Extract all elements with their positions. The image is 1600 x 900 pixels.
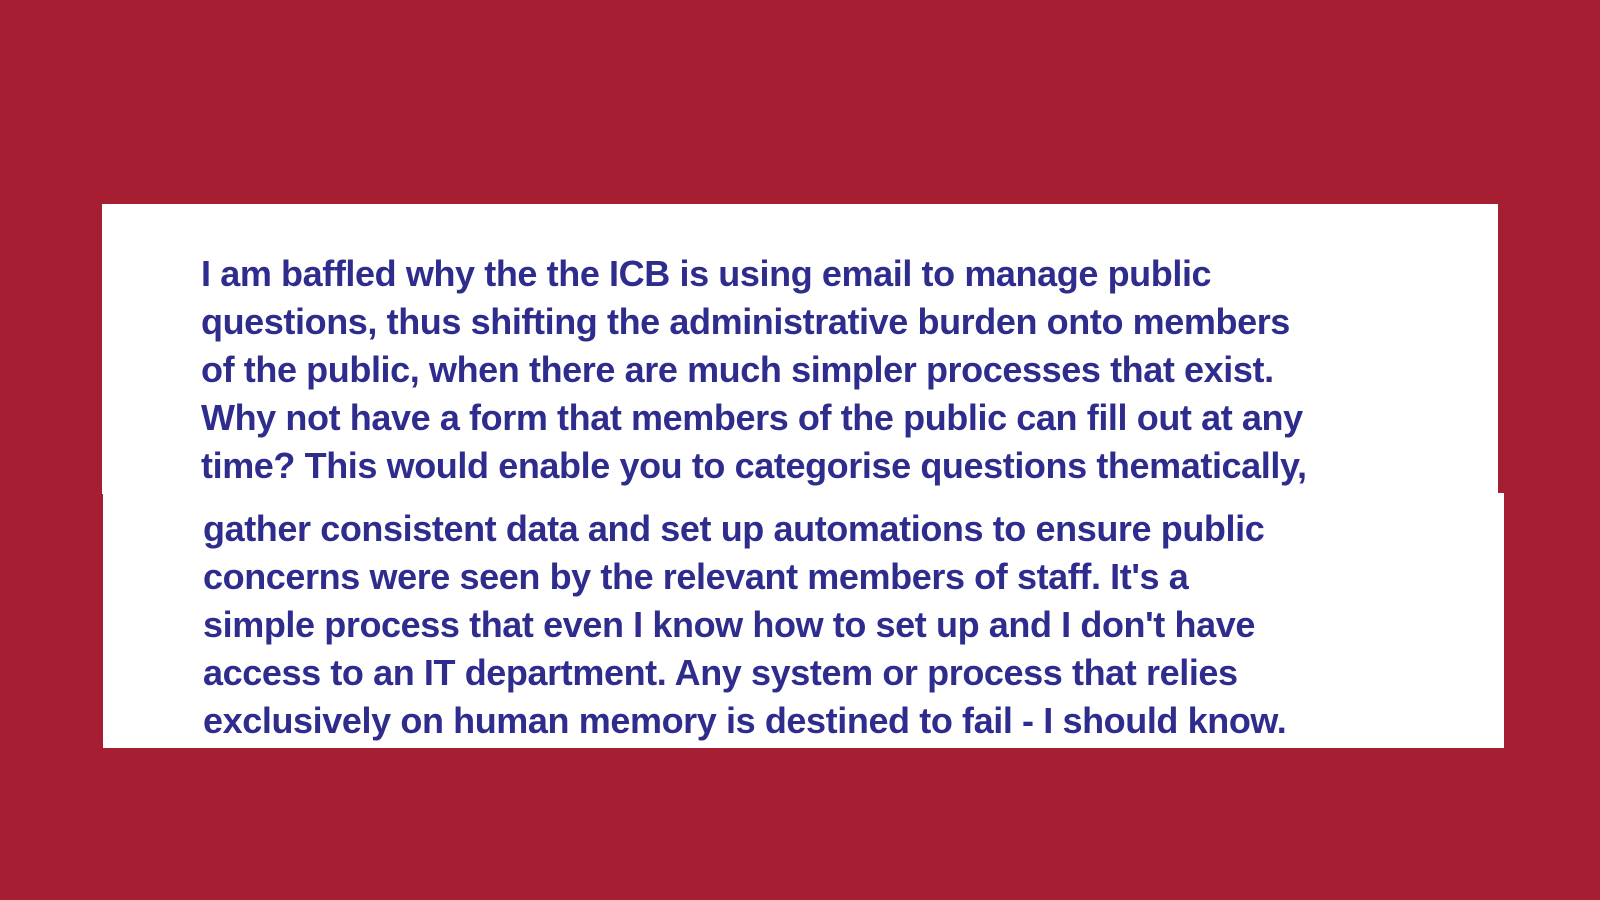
quote-line: Why not have a form that members of the public can fill out at any — [201, 397, 1303, 438]
quote-line: access to an IT department. Any system or process that relies — [203, 652, 1238, 693]
quote-line: exclusively on human memory is destined to fail - I should know. — [203, 700, 1287, 741]
quote-line: simple process that even I know how to set up and I don't have — [203, 604, 1255, 645]
quote-line: questions, thus shifting the administrative burden onto members — [201, 301, 1290, 342]
quote-line: concerns were seen by the relevant members of staff. It's a — [203, 556, 1189, 597]
quote-line: of the public, when there are much simpler processes that exist. — [201, 349, 1274, 390]
quote-text-bottom — [203, 505, 1286, 745]
quote-text-top — [201, 250, 1307, 490]
quote-line: I am baffled why the the ICB is using email to manage public — [201, 253, 1212, 294]
quote-line: time? This would enable you to categorise questions thematically, — [201, 445, 1307, 486]
quote-line: gather consistent data and set up automations to ensure public — [203, 508, 1265, 549]
